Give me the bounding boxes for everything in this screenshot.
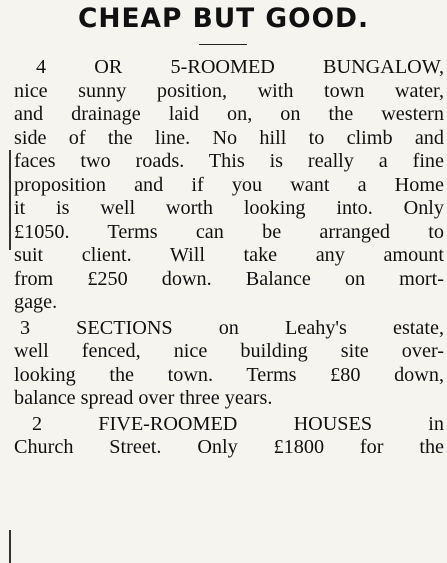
headline: CHEAP BUT GOOD. (77, 3, 370, 34)
listing-line: gage. (14, 291, 58, 313)
listing-line: faces two roads. This is really a fine (14, 150, 444, 172)
listing-line: well fenced, nice building site over- (14, 340, 444, 362)
listing-line: looking the town. Terms £80 down, (14, 363, 444, 386)
listing-line: Church Street. Only £1800 for the (14, 436, 444, 458)
advertisement-body (14, 56, 444, 460)
listing-line: proposition and if you want a Home (14, 173, 444, 196)
listing-sections (14, 317, 444, 411)
listing-houses (14, 413, 444, 460)
listing-line: side of the line. No hill to climb and (14, 126, 444, 149)
listing-line: and drainage laid on, on the western (14, 103, 444, 125)
listing-line: it is well worth looking into. Only (14, 197, 444, 219)
column-rule (9, 150, 11, 250)
listing-line: balance spread over three years. (14, 387, 273, 409)
listing-line: 3 SECTIONS on Leahy's estate, (20, 316, 444, 339)
listing-line: 2 FIVE-ROOMED HOUSES in (32, 412, 444, 435)
listing-line: from £250 down. Balance on mort- (14, 267, 444, 290)
listing-line: suit client. Will take any amount (14, 244, 444, 266)
column-rule-lower (9, 530, 11, 563)
listing-line: nice sunny position, with town water, (14, 79, 444, 102)
headline-underline (199, 44, 247, 45)
listing-line: 4 OR 5-ROOMED BUNGALOW, (36, 56, 444, 78)
listing-bungalow (14, 56, 444, 315)
listing-line: £1050. Terms can be arranged to (14, 220, 444, 243)
